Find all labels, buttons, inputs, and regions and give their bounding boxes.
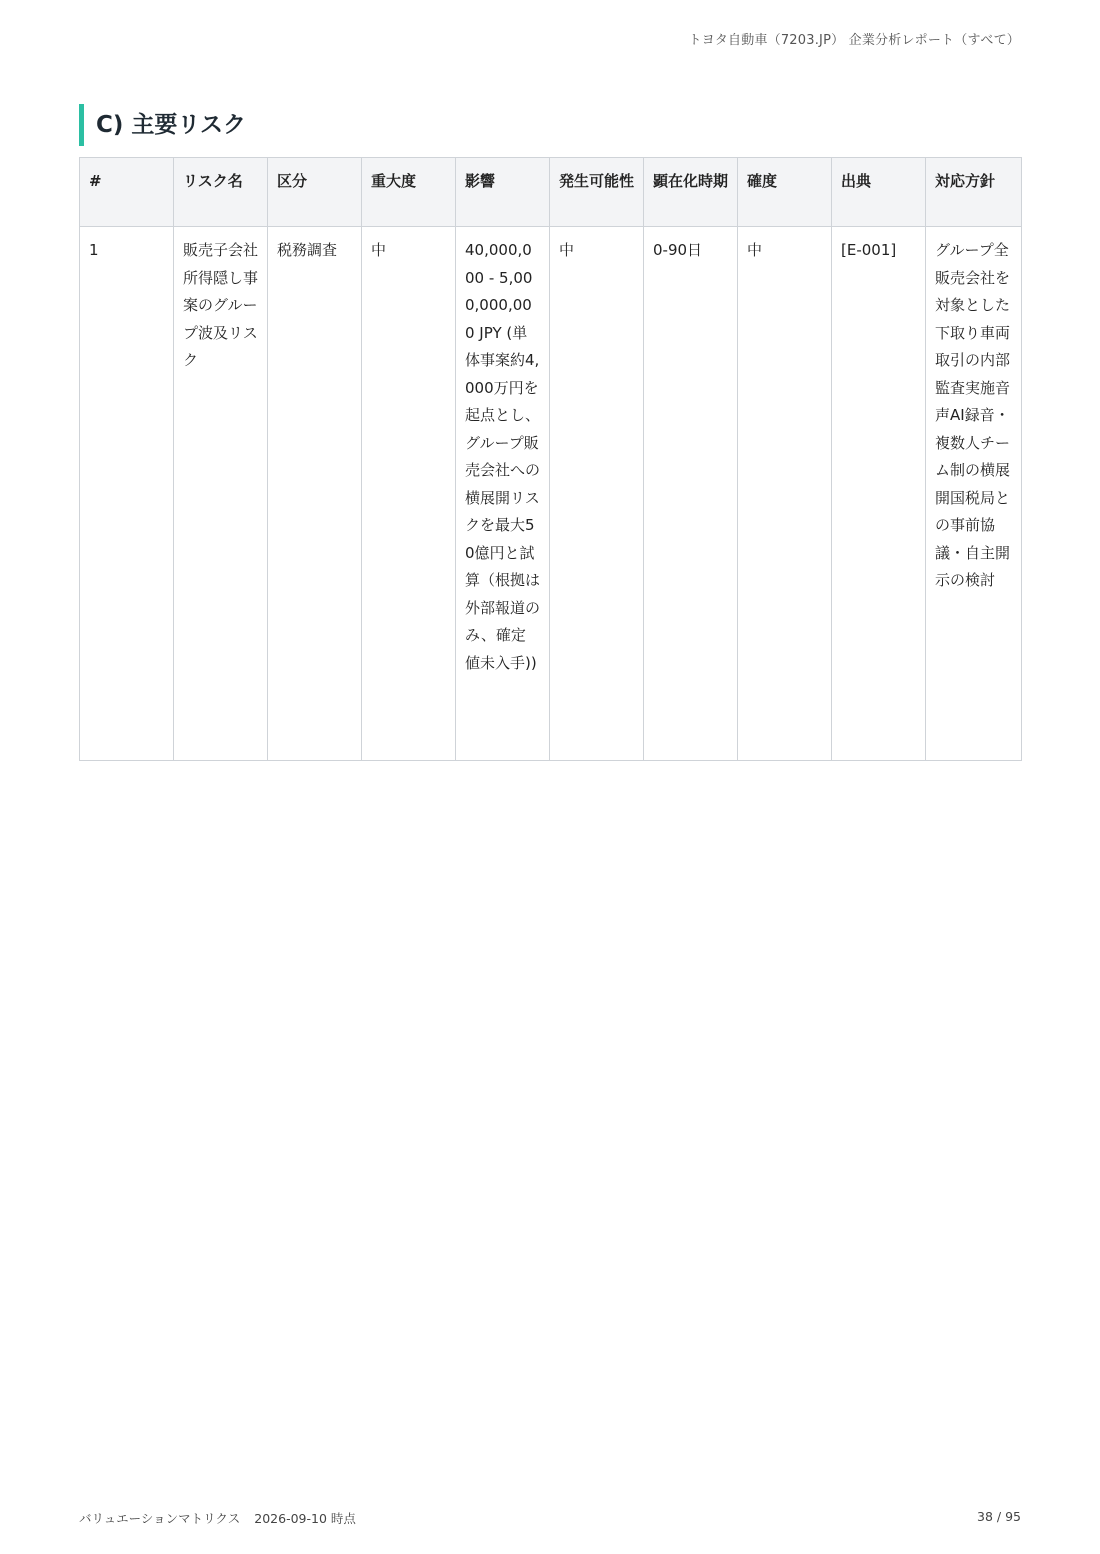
column-header-impact: 影響 [456,158,550,227]
table-body [80,227,1022,761]
section-title: C) 主要リスク [79,104,246,146]
column-header-category: 区分 [268,158,362,227]
cell-response: グループ全販売会社を対象とした下取り車両取引の内部監査実施音声AI録音・複数人チーム制の横展開国税局との事前協議・自主開示の検討 [926,227,1022,761]
column-header-response: 対応方針 [926,158,1022,227]
column-header-timing: 顕在化時期 [644,158,738,227]
cell-likelihood: 中 [550,227,644,761]
cell-confidence: 中 [738,227,832,761]
cell-severity: 中 [362,227,456,761]
table-row [80,227,1022,761]
report-header-title: トヨタ自動車（7203.JP） 企業分析レポート（すべて） [688,33,1020,48]
footer-left [79,1509,356,1527]
table-header-row [80,158,1022,227]
footer-publisher: バリュエーションマトリクス [79,1511,241,1526]
column-header-severity: 重大度 [362,158,456,227]
cell-timing: 0-90日 [644,227,738,761]
footer-as-of-date: 2026-09-10 時点 [254,1511,356,1526]
footer-page-number: 38 / 95 [977,1509,1021,1524]
column-header-confidence: 確度 [738,158,832,227]
cell-impact: 40,000,000 - 5,000,000,000 JPY (単体事案約4,000万円を起点とし、グループ販売会社への横展開リスクを最大50億円と試算（根拠は外部報道のみ、確定値未入手)) [456,227,550,761]
cell-number: 1 [80,227,174,761]
risk-table [79,157,1022,761]
column-header-source: 出典 [832,158,926,227]
column-header-likelihood: 発生可能性 [550,158,644,227]
column-header-number: # [80,158,174,227]
cell-category: 税務調査 [268,227,362,761]
column-header-risk-name: リスク名 [174,158,268,227]
cell-risk-name: 販売子会社所得隠し事案のグループ波及リスク [174,227,268,761]
cell-source: [E-001] [832,227,926,761]
table-header [80,158,1022,227]
